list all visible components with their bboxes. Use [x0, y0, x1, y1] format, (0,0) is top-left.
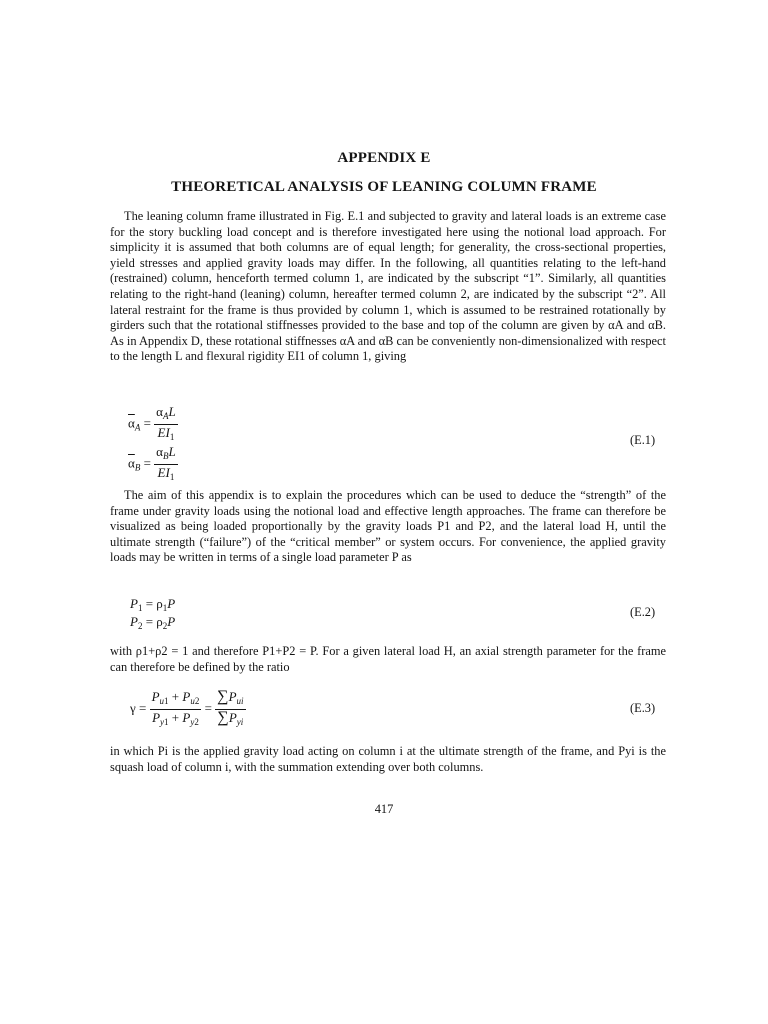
equation-e3: γ = $\frac{P_{u1} + P_{u2}}{P_{y1} + P_{y2}}$ = $\frac{\sum P_{ui}}{\sum P_{yi}}$ — [130, 688, 244, 727]
equation-number-e2: (E.2) — [630, 605, 656, 619]
paragraph-2-text: The aim of this appendix is to explain the procedures which can be used to deduce the “strength” of the frame under gravity loads using the notional load and effective length approaches. The frame can therefore be visualized as being loaded proportionally by the gravity loads P1 and P2, and the lateral load H, until the ultimate strength (“failure”) of the “critical member” or system occurs. For convenience, the applied gravity loads may be written in terms of a single load parameter P as — [110, 488, 666, 565]
equation-e2-line-b: $P_2 = \rho_2P$ — [130, 614, 176, 631]
paragraph-4-text: in which Pi is the applied gravity load acting on column i at the ultimate strength of the frame, and Pyi is the squash load of column i, with the summation extending over both columns. — [110, 744, 666, 774]
paragraph-1 — [110, 209, 666, 365]
paragraph-4 — [110, 744, 666, 775]
appendix-title: APPENDIX E — [337, 150, 431, 166]
equation-e2-line-a: $P_1 = \rho_1P$ — [130, 596, 176, 613]
paragraph-1-text: The leaning column frame illustrated in Fig. E.1 and subjected to gravity and lateral loads is an extreme case for the story buckling load concept and is therefore investigated here using the notional load approach. For simplicity it is assumed that both columns are of equal length; for generality, the cross-sectional properties, yield stresses and applied gravity loads may differ. In the following, all quantities relating to the left-hand (restrained) column, henceforth termed column 1, are indicated by the subscript “1”. Similarly, all quantities relating to the right-hand (leaning) column, hereafter termed column 2, are indicated by the subscript “2”. All lateral restraint for the frame is thus provided by column 1, which is assumed to be restrained rotationally by girders such that the rotational stiffnesses provided to the base and top of the column are given by αA and αB. As in Appendix D, these rotational stiffnesses αA and αB can be conveniently non-dimensionalized with respect to the length L and flexural rigidity EI1 of column 1, giving — [110, 209, 666, 364]
equation-e1-line-a: $\overline{\alpha}_A$ = $\frac{\alpha_AL}{EI_1}$ — [128, 404, 176, 442]
paragraph-2 — [110, 488, 666, 566]
section-title: THEORETICAL ANALYSIS OF LEANING COLUMN FRAME — [171, 179, 597, 195]
paragraph-3 — [110, 644, 666, 675]
equation-e1-line-b: $\overline{\alpha}_B$ = $\frac{\alpha_BL}{EI_1}$ — [128, 444, 176, 482]
equation-number-e1: (E.1) — [630, 433, 656, 447]
page-number: 417 — [374, 802, 394, 816]
equation-number-e3: (E.3) — [630, 701, 656, 715]
paragraph-3-text: with ρ1+ρ2 = 1 and therefore P1+P2 = P. For a given lateral load H, an axial strength parameter for the frame can therefore be defined by the ratio — [110, 644, 666, 674]
